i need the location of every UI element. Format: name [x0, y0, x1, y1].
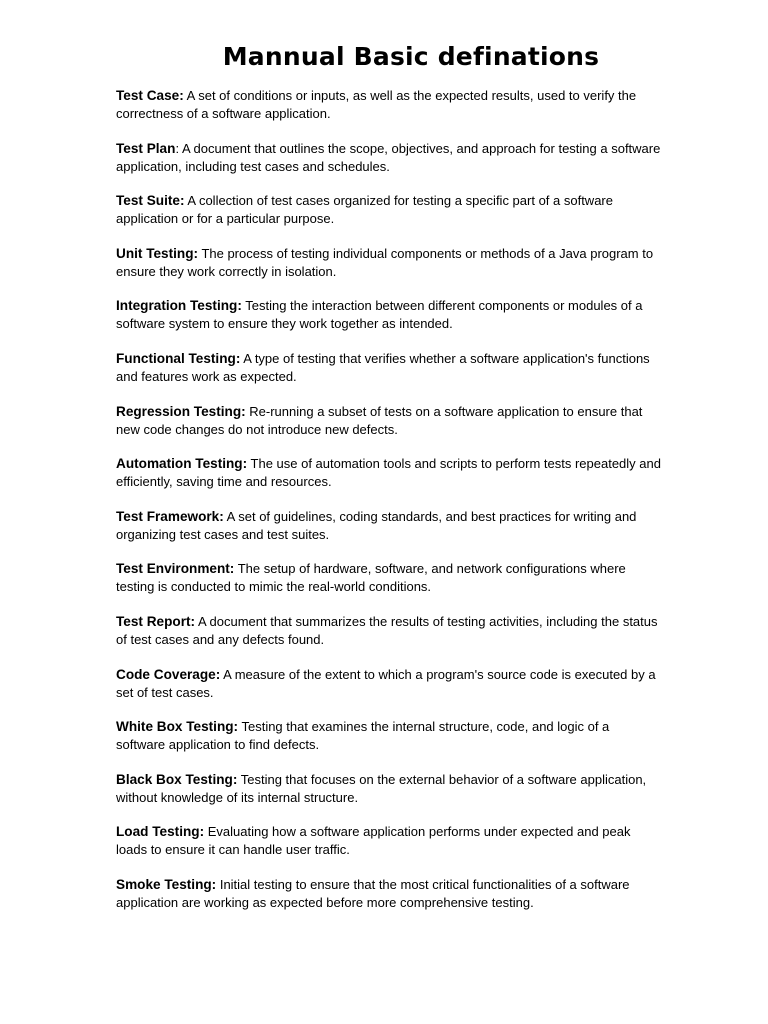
definition-item — [116, 455, 661, 490]
definition-text: Testing that focuses on the external behavior of a software application, without knowledge of its internal structure. — [116, 771, 647, 805]
definition-term: Test Environment: — [116, 561, 235, 577]
definition-text: Testing that examines the internal structure, code, and logic of a software application to find defects. — [116, 719, 610, 753]
definition-text: The setup of hardware, software, and network configurations where testing is conducted to mimic the real-world conditions. — [116, 561, 626, 595]
definition-text: Initial testing to ensure that the most critical functionalities of a software application are working as expected before more comprehensive testing. — [116, 876, 630, 910]
definition-text: A type of testing that verifies whether a software application's functions and features work as expected. — [116, 350, 650, 384]
definition-item — [116, 245, 661, 280]
definition-text: A collection of test cases organized for testing a specific part of a software application or for a particular purpose. — [116, 193, 613, 227]
definition-text: A set of guidelines, coding standards, and best practices for writing and organizing test cases and test suites. — [116, 508, 637, 542]
definition-text: A set of conditions or inputs, as well as the expected results, used to verify the correctness of a software application. — [116, 88, 637, 121]
definition-term: Code Coverage: — [116, 666, 221, 682]
definition-item — [116, 350, 661, 385]
definition-item — [116, 87, 661, 122]
definition-item — [116, 771, 661, 806]
definition-term: White Box Testing: — [116, 719, 239, 735]
definition-text: The use of automation tools and scripts to perform tests repeatedly and efficiently, saving time and resources. — [116, 456, 661, 490]
definition-text: A measure of the extent to which a program's source code is executed by a set of test cases. — [116, 666, 656, 700]
definition-item — [116, 823, 661, 858]
definition-item — [116, 876, 661, 911]
definition-term: Functional Testing: — [116, 350, 241, 366]
definition-text: The process of testing individual components or methods of a Java program to ensure they work correctly in isolation. — [116, 245, 654, 279]
definition-term: Regression Testing: — [116, 403, 246, 419]
definition-list — [116, 87, 661, 929]
definition-text: : A document that outlines the scope, objectives, and approach for testing a software application, including test cases and schedules. — [116, 140, 661, 174]
definition-text: A document that summarizes the results of testing activities, including the status of test cases and any defects found. — [116, 613, 658, 647]
document-title: Mannual Basic definations — [222, 42, 600, 71]
definition-term: Test Framework: — [116, 508, 224, 524]
definition-term: Integration Testing: — [116, 298, 242, 314]
definition-item — [116, 718, 661, 753]
definition-item — [116, 403, 661, 438]
definition-term: Test Case: — [116, 88, 184, 103]
definition-term: Test Plan — [116, 140, 176, 156]
definition-text: Testing the interaction between different components or modules of a software system to ensure they work together as intended. — [116, 298, 643, 332]
definition-item — [116, 560, 661, 595]
definition-item — [116, 508, 661, 543]
definition-item — [116, 613, 661, 648]
definition-term: Black Box Testing: — [116, 771, 238, 787]
definition-item — [116, 140, 661, 175]
definition-item — [116, 192, 661, 227]
definition-item — [116, 666, 661, 701]
definition-text: Evaluating how a software application performs under expected and peak loads to ensure it can handle user traffic. — [116, 824, 631, 858]
definition-term: Test Report: — [116, 613, 196, 629]
definition-term: Test Suite: — [116, 193, 185, 209]
definition-term: Automation Testing: — [116, 456, 248, 472]
definition-text: Re-running a subset of tests on a software application to ensure that new code changes do not introduce new defects. — [116, 403, 643, 437]
definition-term: Load Testing: — [116, 824, 205, 840]
definition-term: Smoke Testing: — [116, 876, 217, 892]
definition-term: Unit Testing: — [116, 245, 199, 261]
definition-item — [116, 297, 661, 332]
